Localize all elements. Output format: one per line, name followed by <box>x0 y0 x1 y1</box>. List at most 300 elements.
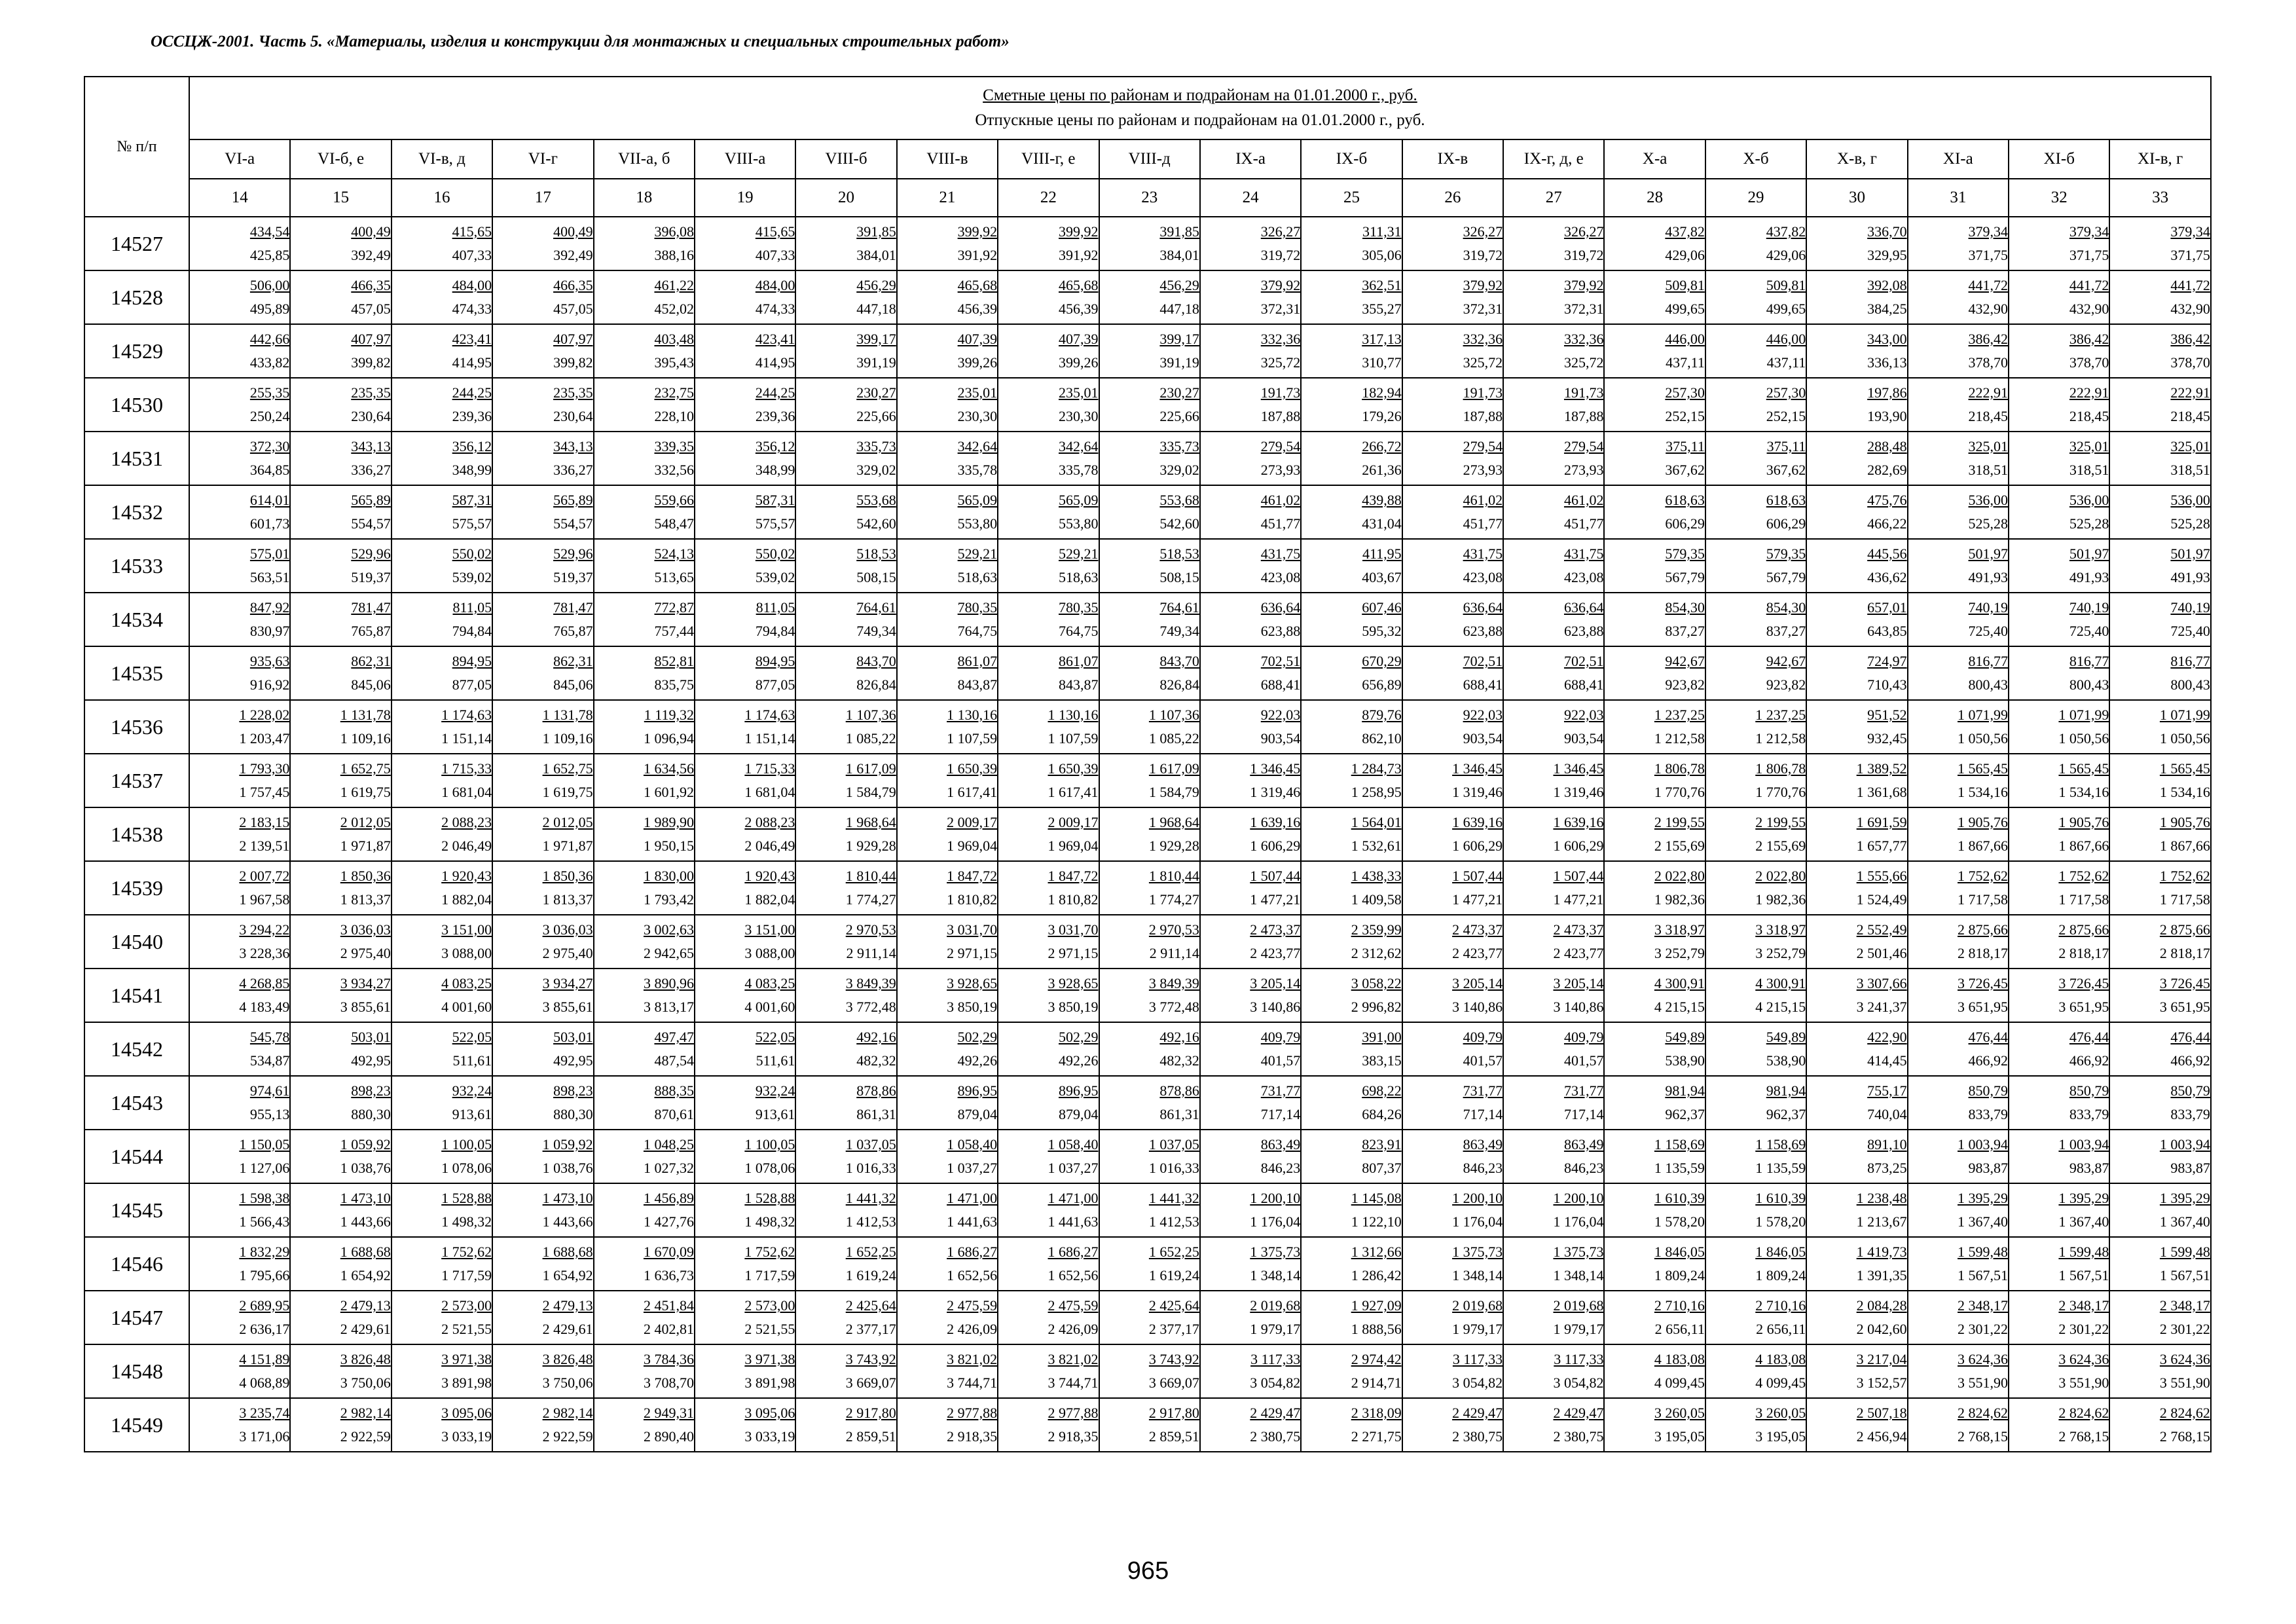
release-price: 2 429,61 <box>542 1321 593 1337</box>
price-cell <box>897 1237 998 1291</box>
price-cell <box>1705 1344 1806 1398</box>
release-price: 492,95 <box>553 1052 593 1069</box>
estimate-price: 2 573,00 <box>744 1297 795 1314</box>
estimate-price: 981,94 <box>1766 1082 1806 1099</box>
estimate-price: 1 312,66 <box>1351 1244 1402 1260</box>
price-cell <box>1099 754 1200 807</box>
price-cell <box>1705 861 1806 915</box>
estimate-price: 731,77 <box>1463 1082 1503 1099</box>
estimate-price: 461,22 <box>654 277 694 293</box>
price-cell <box>1402 1291 1503 1344</box>
release-price: 2 501,46 <box>1856 945 1907 961</box>
price-cell <box>1604 1291 1705 1344</box>
release-price: 2 971,15 <box>947 945 998 961</box>
estimate-price: 396,08 <box>654 223 694 240</box>
release-price: 392,49 <box>553 247 593 263</box>
release-price: 983,87 <box>2170 1160 2210 1176</box>
price-cell <box>695 217 795 270</box>
release-price: 378,70 <box>1968 354 2009 371</box>
release-price: 384,01 <box>856 247 896 263</box>
estimate-price: 335,73 <box>1159 438 1199 454</box>
price-cell <box>2109 915 2211 969</box>
estimate-price: 1 200,10 <box>1553 1190 1604 1206</box>
column-number: 28 <box>1604 179 1705 217</box>
price-cell <box>1099 861 1200 915</box>
price-cell <box>1705 754 1806 807</box>
estimate-price: 1 473,10 <box>542 1190 593 1206</box>
release-price: 1 770,76 <box>1755 784 1806 800</box>
release-price: 1 606,29 <box>1250 838 1301 854</box>
release-price: 1 619,24 <box>845 1267 896 1283</box>
estimate-price: 503,01 <box>351 1029 391 1045</box>
release-price: 399,26 <box>1059 354 1099 371</box>
release-price: 846,23 <box>1260 1160 1301 1176</box>
price-cell <box>290 807 391 861</box>
price-cell <box>2109 1398 2211 1452</box>
estimate-price: 1 810,44 <box>1148 868 1199 884</box>
release-price: 1 810,82 <box>947 891 998 908</box>
release-price: 367,62 <box>1665 462 1705 478</box>
estimate-price: 522,05 <box>452 1029 492 1045</box>
release-price: 239,36 <box>755 408 795 424</box>
price-cell <box>1604 807 1705 861</box>
release-price: 1 050,56 <box>2058 730 2109 747</box>
estimate-price: 862,31 <box>553 653 593 669</box>
estimate-price: 415,65 <box>452 223 492 240</box>
release-price: 2 301,22 <box>2058 1321 2109 1337</box>
price-cell <box>1099 1237 1200 1291</box>
estimate-price: 501,97 <box>2069 545 2109 562</box>
price-cell <box>1200 593 1301 646</box>
release-price: 230,30 <box>957 408 998 424</box>
region-header: X-б <box>1705 139 1806 179</box>
price-cell <box>1099 1076 1200 1130</box>
release-price: 1 717,58 <box>1958 891 2009 908</box>
release-price: 1 127,06 <box>239 1160 290 1176</box>
price-cell <box>492 485 593 539</box>
estimate-price: 1 920,43 <box>441 868 492 884</box>
release-price: 1 774,27 <box>1148 891 1199 908</box>
estimate-price: 279,54 <box>1563 438 1604 454</box>
price-cell <box>1705 1291 1806 1344</box>
release-price: 1 027,32 <box>643 1160 694 1176</box>
estimate-price: 1 639,16 <box>1250 814 1301 830</box>
price-cell <box>189 1022 290 1076</box>
release-price: 983,87 <box>2069 1160 2109 1176</box>
price-cell <box>1200 324 1301 378</box>
estimate-price: 372,30 <box>249 438 290 454</box>
release-price: 3 850,19 <box>947 999 998 1015</box>
price-cell <box>2109 1237 2211 1291</box>
release-price: 2 859,51 <box>1148 1428 1199 1445</box>
release-price: 2 046,49 <box>441 838 492 854</box>
document-header: ОССЦЖ-2001. Часть 5. «Материалы, изделия и конструкции для монтажных и специальных строительных работ» <box>151 33 1010 50</box>
price-cell <box>1604 1022 1705 1076</box>
release-price: 384,25 <box>1867 301 1907 317</box>
estimate-price: 894,95 <box>755 653 795 669</box>
release-price: 1 654,92 <box>542 1267 593 1283</box>
release-price: 563,51 <box>249 569 290 585</box>
price-cell <box>290 324 391 378</box>
estimate-price: 3 095,06 <box>441 1405 492 1421</box>
estimate-price: 391,00 <box>1362 1029 1402 1045</box>
estimate-price: 431,75 <box>1260 545 1301 562</box>
release-price: 414,45 <box>1867 1052 1907 1069</box>
release-price: 492,26 <box>957 1052 998 1069</box>
row-code: 14527 <box>84 217 189 270</box>
row-code: 14548 <box>84 1344 189 1398</box>
price-cell <box>1200 646 1301 700</box>
release-price: 1 135,59 <box>1755 1160 1806 1176</box>
price-cell <box>594 861 695 915</box>
release-price: 1 477,21 <box>1250 891 1301 908</box>
price-cell <box>392 1291 492 1344</box>
price-cell <box>2109 807 2211 861</box>
price-cell <box>2109 969 2211 1022</box>
release-price: 451,77 <box>1260 515 1301 532</box>
estimate-price: 415,65 <box>755 223 795 240</box>
release-price: 643,85 <box>1867 623 1907 639</box>
estimate-price: 356,12 <box>452 438 492 454</box>
estimate-price: 336,70 <box>1867 223 1907 240</box>
price-cell <box>998 593 1099 646</box>
price-cell <box>1200 969 1301 1022</box>
estimate-price: 3 890,96 <box>643 975 694 991</box>
estimate-price: 1 905,76 <box>2058 814 2109 830</box>
estimate-price: 466,35 <box>351 277 391 293</box>
release-price: 749,34 <box>856 623 896 639</box>
release-price: 3 551,90 <box>2159 1375 2210 1391</box>
price-cell <box>1301 485 1402 539</box>
estimate-price: 446,00 <box>1665 331 1705 347</box>
column-number: 16 <box>392 179 492 217</box>
release-price: 903,54 <box>1260 730 1301 747</box>
price-cell <box>1099 432 1200 485</box>
release-price: 491,93 <box>2170 569 2210 585</box>
estimate-price: 4 183,08 <box>1654 1351 1705 1367</box>
release-price: 1 813,37 <box>542 891 593 908</box>
region-header: IX-г, д, е <box>1503 139 1604 179</box>
price-cell <box>594 1022 695 1076</box>
price-cell <box>392 1237 492 1291</box>
release-price: 1 085,22 <box>845 730 896 747</box>
price-cell <box>392 539 492 593</box>
price-cell <box>2109 754 2211 807</box>
price-cell <box>1908 1237 2009 1291</box>
estimate-price: 1 528,88 <box>744 1190 795 1206</box>
release-price: 916,92 <box>249 676 290 693</box>
release-price: 1 135,59 <box>1654 1160 1705 1176</box>
release-price: 2 922,59 <box>340 1428 391 1445</box>
price-cell <box>1099 1183 1200 1237</box>
price-cell <box>695 1344 795 1398</box>
price-cell <box>998 915 1099 969</box>
estimate-price: 407,39 <box>957 331 998 347</box>
release-price: 688,41 <box>1463 676 1503 693</box>
title-row <box>84 77 2211 139</box>
release-price: 749,34 <box>1159 623 1199 639</box>
price-cell <box>1402 807 1503 861</box>
estimate-price: 3 031,70 <box>1048 921 1099 938</box>
price-cell <box>1908 378 2009 432</box>
release-price: 437,11 <box>1766 354 1806 371</box>
estimate-price: 1 048,25 <box>643 1136 694 1153</box>
price-cell <box>998 432 1099 485</box>
estimate-price: 536,00 <box>2170 492 2210 508</box>
price-cell <box>189 324 290 378</box>
price-cell <box>2109 593 2211 646</box>
release-price: 2 890,40 <box>643 1428 694 1445</box>
estimate-price: 356,12 <box>755 438 795 454</box>
release-price: 1 717,59 <box>744 1267 795 1283</box>
price-cell <box>594 754 695 807</box>
price-cell <box>1705 1237 1806 1291</box>
price-cell <box>392 593 492 646</box>
price-cell <box>1604 1076 1705 1130</box>
release-price: 862,10 <box>1362 730 1402 747</box>
release-price: 880,30 <box>553 1106 593 1122</box>
region-header: VI-в, д <box>392 139 492 179</box>
estimate-price: 854,30 <box>1766 599 1806 616</box>
estimate-price: 4 183,08 <box>1755 1351 1806 1367</box>
price-cell <box>1402 378 1503 432</box>
estimate-price: 1 395,29 <box>2159 1190 2210 1206</box>
table-row <box>84 324 2211 378</box>
estimate-price: 2 348,17 <box>1958 1297 2009 1314</box>
price-cell <box>2109 1291 2211 1344</box>
release-price: 1 212,58 <box>1654 730 1705 747</box>
row-number-header: № п/п <box>84 77 189 217</box>
estimate-price: 1 806,78 <box>1755 760 1806 777</box>
release-price: 508,15 <box>856 569 896 585</box>
estimate-price: 1 375,73 <box>1553 1244 1604 1260</box>
release-price: 1 443,66 <box>340 1213 391 1230</box>
release-price: 273,93 <box>1563 462 1604 478</box>
estimate-price: 1 846,05 <box>1654 1244 1705 1260</box>
price-cell <box>1301 1237 1402 1291</box>
release-price: 955,13 <box>249 1106 290 1122</box>
estimate-price: 2 084,28 <box>1856 1297 1907 1314</box>
price-cell <box>695 646 795 700</box>
estimate-price: 230,27 <box>1159 384 1199 401</box>
estimate-price: 898,23 <box>553 1082 593 1099</box>
price-cell <box>1908 969 2009 1022</box>
release-price: 250,24 <box>249 408 290 424</box>
estimate-price: 1 507,44 <box>1553 868 1604 884</box>
release-price: 3 750,06 <box>542 1375 593 1391</box>
price-cell <box>392 1130 492 1183</box>
estimate-price: 1 346,45 <box>1452 760 1503 777</box>
price-cell <box>1705 1130 1806 1183</box>
release-price: 447,18 <box>1159 301 1199 317</box>
release-price: 433,82 <box>249 354 290 371</box>
price-cell <box>1503 646 1604 700</box>
estimate-price: 891,10 <box>1867 1136 1907 1153</box>
estimate-price: 456,29 <box>1159 277 1199 293</box>
estimate-price: 2 875,66 <box>2058 921 2109 938</box>
price-cell <box>1402 324 1503 378</box>
release-price: 684,26 <box>1362 1106 1402 1122</box>
release-price: 2 636,17 <box>239 1321 290 1337</box>
estimate-price: 423,41 <box>755 331 795 347</box>
estimate-price: 3 743,92 <box>845 1351 896 1367</box>
release-price: 2 380,75 <box>1553 1428 1604 1445</box>
estimate-price: 1 565,45 <box>2058 760 2109 777</box>
release-price: 3 033,19 <box>441 1428 492 1445</box>
price-cell <box>2109 217 2211 270</box>
release-price: 800,43 <box>1968 676 2009 693</box>
price-cell <box>189 646 290 700</box>
estimate-price: 852,81 <box>654 653 694 669</box>
estimate-price: 379,34 <box>2170 223 2210 240</box>
price-cell <box>998 1130 1099 1183</box>
estimate-price: 618,63 <box>1766 492 1806 508</box>
estimate-price: 772,87 <box>654 599 694 616</box>
estimate-price: 740,19 <box>1968 599 2009 616</box>
release-price: 2 377,17 <box>1148 1321 1199 1337</box>
price-cell <box>1301 217 1402 270</box>
price-cell <box>189 1398 290 1452</box>
region-header: XI-в, г <box>2109 139 2211 179</box>
price-cell <box>492 1344 593 1398</box>
price-cell <box>1301 1130 1402 1183</box>
release-price: 1 534,16 <box>2058 784 2109 800</box>
price-cell <box>2109 700 2211 754</box>
price-cell <box>1908 432 2009 485</box>
column-number: 27 <box>1503 179 1604 217</box>
release-price: 1 151,14 <box>744 730 795 747</box>
release-price: 399,82 <box>351 354 391 371</box>
release-price: 383,15 <box>1362 1052 1402 1069</box>
price-cell <box>998 270 1099 324</box>
estimate-price: 343,00 <box>1867 331 1907 347</box>
estimate-price: 379,92 <box>1463 277 1503 293</box>
price-cell <box>897 1344 998 1398</box>
release-price: 725,40 <box>2069 623 2109 639</box>
estimate-price: 1 507,44 <box>1452 868 1503 884</box>
row-code: 14547 <box>84 1291 189 1344</box>
price-cell <box>2109 539 2211 593</box>
price-cell <box>695 1022 795 1076</box>
price-cell <box>2009 539 2109 593</box>
release-price: 335,78 <box>1059 462 1099 478</box>
release-price: 2 271,75 <box>1351 1428 1402 1445</box>
estimate-price: 1 846,05 <box>1755 1244 1806 1260</box>
release-price: 4 001,60 <box>441 999 492 1015</box>
row-code: 14542 <box>84 1022 189 1076</box>
price-cell <box>1301 593 1402 646</box>
estimate-price: 1 686,27 <box>947 1244 998 1260</box>
release-price: 740,04 <box>1867 1106 1907 1122</box>
price-cell <box>492 861 593 915</box>
release-price: 401,57 <box>1260 1052 1301 1069</box>
price-cell <box>1503 700 1604 754</box>
release-price: 1 038,76 <box>340 1160 391 1176</box>
region-header: VI-г <box>492 139 593 179</box>
price-cell <box>897 378 998 432</box>
estimate-price: 2 009,17 <box>947 814 998 830</box>
price-cell <box>492 1398 593 1452</box>
row-code: 14528 <box>84 270 189 324</box>
release-price: 1 348,14 <box>1553 1267 1604 1283</box>
estimate-price: 391,85 <box>856 223 896 240</box>
table-row <box>84 270 2211 324</box>
price-cell <box>1301 1022 1402 1076</box>
estimate-price: 740,19 <box>2170 599 2210 616</box>
estimate-price: 502,29 <box>957 1029 998 1045</box>
estimate-price: 501,97 <box>1968 545 2009 562</box>
estimate-price: 244,25 <box>452 384 492 401</box>
estimate-price: 484,00 <box>452 277 492 293</box>
price-cell <box>1908 1183 2009 1237</box>
price-cell <box>795 807 896 861</box>
release-price: 403,67 <box>1362 569 1402 585</box>
release-price: 388,16 <box>654 247 694 263</box>
price-cell <box>795 432 896 485</box>
estimate-price: 922,03 <box>1463 707 1503 723</box>
estimate-price: 1 752,62 <box>441 1244 492 1260</box>
price-cell <box>1301 646 1402 700</box>
price-cell <box>189 270 290 324</box>
release-price: 1 982,36 <box>1755 891 1806 908</box>
estimate-price: 1 346,45 <box>1553 760 1604 777</box>
estimate-price: 1 599,48 <box>2058 1244 2109 1260</box>
release-price: 688,41 <box>1260 676 1301 693</box>
price-cell <box>1301 1291 1402 1344</box>
estimate-price: 1 438,33 <box>1351 868 1402 884</box>
release-price: 273,93 <box>1260 462 1301 478</box>
row-code: 14534 <box>84 593 189 646</box>
release-price: 230,30 <box>1059 408 1099 424</box>
estimate-price: 888,35 <box>654 1082 694 1099</box>
estimate-price: 2 507,18 <box>1856 1405 1907 1421</box>
price-cell <box>492 754 593 807</box>
price-cell <box>492 1130 593 1183</box>
release-price: 1 770,76 <box>1654 784 1705 800</box>
release-price: 2 380,75 <box>1250 1428 1301 1445</box>
price-cell <box>1705 1398 1806 1452</box>
price-cell <box>1604 593 1705 646</box>
price-cell <box>897 969 998 1022</box>
price-cell <box>1503 485 1604 539</box>
price-cell <box>1503 1398 1604 1452</box>
price-cell <box>1301 378 1402 432</box>
release-price: 407,33 <box>452 247 492 263</box>
row-code: 14549 <box>84 1398 189 1452</box>
price-cell <box>1705 807 1806 861</box>
price-cell <box>1099 969 1200 1022</box>
release-price: 1 532,61 <box>1351 838 1402 854</box>
estimate-price: 441,72 <box>1968 277 2009 293</box>
release-price: 1 361,68 <box>1856 784 1907 800</box>
release-price: 2 042,60 <box>1856 1321 1907 1337</box>
estimate-price: 1 131,78 <box>340 707 391 723</box>
release-price: 1 979,17 <box>1250 1321 1301 1337</box>
estimate-price: 2 473,37 <box>1553 921 1604 938</box>
release-price: 336,27 <box>351 462 391 478</box>
price-cell <box>1200 1344 1301 1398</box>
price-cell <box>1200 915 1301 969</box>
price-cell <box>2109 1022 2211 1076</box>
price-cell <box>1402 1076 1503 1130</box>
estimate-price: 3 117,33 <box>1250 1351 1301 1367</box>
estimate-price: 475,76 <box>1867 492 1907 508</box>
release-price: 3 171,06 <box>239 1428 290 1445</box>
estimate-price: 197,86 <box>1867 384 1907 401</box>
estimate-price: 1 003,94 <box>1958 1136 2009 1153</box>
price-cell <box>1604 485 1705 539</box>
price-cell <box>695 1291 795 1344</box>
